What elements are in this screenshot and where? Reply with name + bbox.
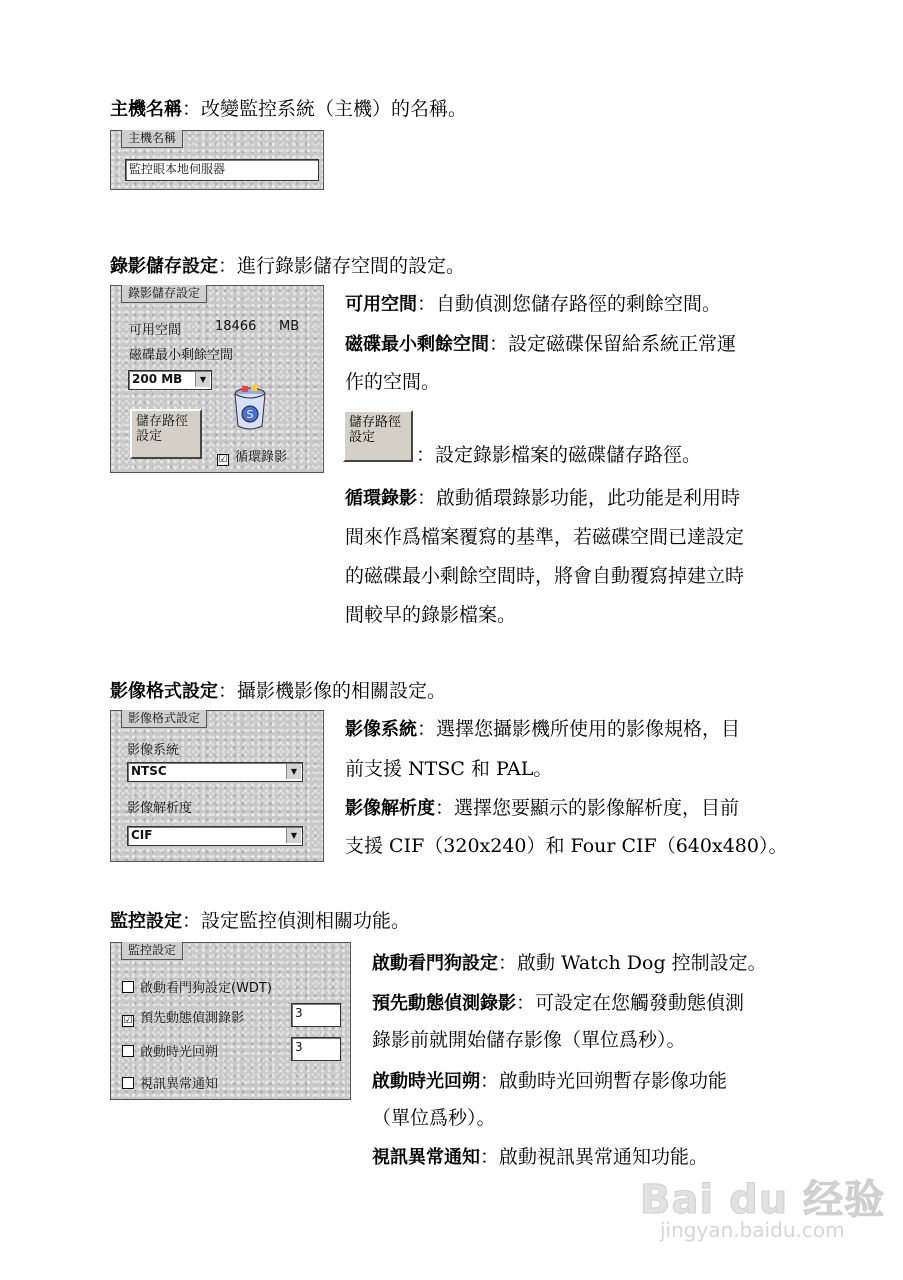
free-space-value: 18466	[215, 319, 257, 334]
loop-desc-line-3: 的磁碟最小剩餘空間時，將會自動覆寫掉建立時	[345, 565, 745, 587]
desc-text: ：啟動循環錄影功能，此功能是利用時	[417, 487, 741, 509]
min-free-select[interactable]	[128, 370, 212, 390]
desc-text: ：自動偵測您儲存路徑的剩餘空間。	[417, 293, 722, 315]
video-format-panel	[110, 710, 324, 862]
video-desc-line-3	[345, 796, 739, 821]
storage-desc-line-2	[345, 332, 736, 357]
video-resolution-value: CIF	[131, 828, 153, 842]
time-rewind-check-mark[interactable]	[122, 1045, 134, 1057]
desc-term: 磁碟最小剩餘空間	[345, 334, 489, 355]
time-rewind-label: 啟動時光回朔	[140, 1045, 219, 1060]
desc-text: ：選擇您要顯示的影像解析度，目前	[435, 797, 740, 819]
loop-desc-line-2: 間來作爲檔案覆寫的基準，若磁碟空間已達設定	[345, 526, 745, 548]
host-name-input[interactable]: 監控眼本地伺服器	[125, 159, 319, 181]
loop-recording-checkbox[interactable]	[217, 446, 287, 466]
desc-text: ：啟動 Watch Dog 控制設定。	[498, 952, 767, 974]
pre-motion-label: 預先動態偵測錄影	[140, 1011, 245, 1026]
loop-recording-label: 循環錄影	[235, 450, 288, 465]
video-system-label: 影像系統	[127, 743, 180, 758]
video-desc-line-1	[345, 717, 740, 742]
desc-text: ：啟動視訊異常通知功能。	[480, 1146, 709, 1168]
desc-text: ：選擇您攝影機所使用的影像規格，目	[417, 718, 741, 740]
video-resolution-label: 影像解析度	[127, 801, 193, 816]
monitor-heading: 監控設定	[110, 911, 182, 932]
video-resolution-select[interactable]	[127, 826, 303, 846]
loop-desc-line-1	[345, 486, 740, 511]
free-space-unit: MB	[279, 319, 300, 334]
desc-text: ：啟動時光回朔暫存影像功能	[480, 1070, 728, 1092]
loop-check-mark[interactable]: ☑	[218, 454, 228, 465]
monitor-desc: ：設定監控偵測相關功能。	[182, 910, 411, 932]
storage-path-button-sample: 儲存路徑 設定	[343, 410, 413, 462]
storage-desc-line-3	[345, 370, 440, 394]
storage-heading: 錄影儲存設定	[110, 256, 218, 277]
pre-motion-checkbox[interactable]	[122, 1007, 244, 1027]
desc-term: 預先動態偵測錄影	[372, 993, 516, 1014]
monitor-heading-line	[110, 909, 410, 934]
watermark-brand: Bai du 经验	[640, 1177, 886, 1223]
monitor-desc-line-6	[372, 1145, 708, 1170]
desc-term: 影像系統	[345, 719, 417, 740]
desc-text: ：可設定在您觸發動態偵測	[516, 992, 745, 1014]
storage-panel	[110, 285, 324, 473]
video-heading-line	[110, 679, 446, 704]
pre-motion-seconds-input[interactable]: 3	[291, 1003, 341, 1027]
monitor-panel-title: 監控設定	[121, 942, 183, 960]
host-heading: 主機名稱	[110, 99, 182, 120]
watermark-url: jingyan.baidu.com	[660, 1218, 845, 1242]
desc-term: 啟動看門狗設定	[372, 953, 498, 974]
recycle-bin-icon	[231, 384, 269, 432]
monitor-desc-line-3: 錄影前就開始儲存影像（單位爲秒）。	[372, 1029, 686, 1051]
host-name-panel	[110, 130, 324, 190]
time-rewind-checkbox[interactable]	[122, 1041, 218, 1060]
desc-term: 視訊異常通知	[372, 1147, 480, 1168]
desc-term: 循環錄影	[345, 488, 417, 509]
desc-text: ：設定磁碟保留給系統正常運	[489, 333, 737, 355]
desc-term: 啟動時光回朔	[372, 1071, 480, 1092]
video-desc-line-4: 支援 CIF（320x240）和 Four CIF（640x480）。	[345, 835, 788, 857]
loop-desc-line-4: 間較早的錄影檔案。	[345, 604, 517, 626]
video-panel-title: 影像格式設定	[121, 710, 207, 728]
video-alert-label: 視訊異常通知	[140, 1077, 219, 1092]
min-free-value: 200 MB	[132, 372, 183, 386]
host-panel-title: 主機名稱	[121, 130, 183, 148]
button-desc: ：設定錄影檔案的磁碟儲存路徑。	[416, 444, 702, 466]
pre-motion-check-mark[interactable]: ☑	[123, 1015, 133, 1026]
monitor-desc-line-1	[372, 951, 767, 976]
watchdog-check-mark[interactable]	[122, 981, 134, 993]
svg-text:S: S	[246, 408, 254, 421]
watchdog-label: 啟動看門狗設定(WDT)	[140, 981, 272, 996]
storage-desc-line-1	[345, 292, 721, 317]
dropdown-arrow-icon[interactable]: ▼	[286, 764, 301, 779]
desc-term: 可用空間	[345, 294, 417, 315]
storage-path-button[interactable]: 儲存路徑 設定	[130, 409, 202, 459]
watchdog-checkbox[interactable]	[122, 977, 272, 996]
host-desc: ：改變監控系統（主機）的名稱。	[182, 98, 468, 120]
storage-panel-title: 錄影儲存設定	[121, 285, 207, 303]
video-desc-line-2: 前支援 NTSC 和 PAL。	[345, 758, 553, 780]
video-heading: 影像格式設定	[110, 681, 218, 702]
desc-term: 影像解析度	[345, 798, 435, 819]
video-desc: ：攝影機影像的相關設定。	[218, 680, 447, 702]
video-system-select[interactable]	[127, 762, 303, 782]
monitor-desc-line-4	[372, 1069, 727, 1094]
monitor-panel	[110, 942, 351, 1100]
dropdown-arrow-icon[interactable]: ▼	[195, 372, 210, 387]
monitor-desc-line-2	[372, 991, 744, 1016]
video-alert-checkbox[interactable]	[122, 1073, 218, 1092]
desc-text: 作的空間。	[345, 371, 441, 393]
storage-heading-line	[110, 254, 465, 279]
monitor-desc-line-5: （單位爲秒）。	[372, 1107, 496, 1129]
host-heading-line	[110, 97, 467, 122]
video-alert-check-mark[interactable]	[122, 1077, 134, 1089]
time-rewind-seconds-input[interactable]: 3	[291, 1037, 341, 1061]
video-system-value: NTSC	[131, 764, 167, 778]
free-space-label: 可用空間	[129, 323, 182, 338]
min-free-label: 磁碟最小剩餘空間	[129, 348, 234, 363]
dropdown-arrow-icon[interactable]: ▼	[286, 828, 301, 843]
storage-desc: ：進行錄影儲存空間的設定。	[218, 255, 466, 277]
